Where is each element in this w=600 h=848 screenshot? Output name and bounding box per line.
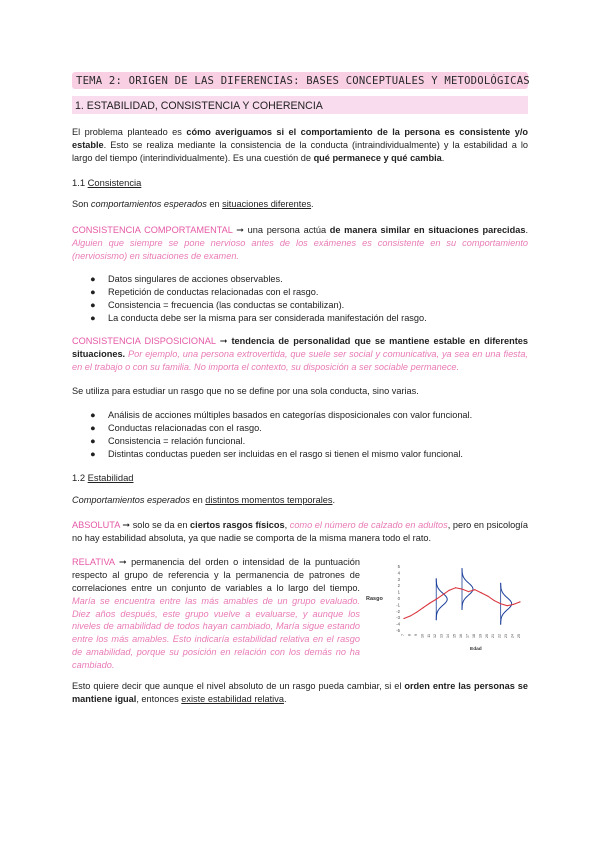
series-point [474,589,475,590]
bullet-icon: ● [90,287,96,297]
absoluta-text: solo se da en [130,520,191,530]
x-tick-label: 25 [517,634,521,638]
x-tick-label: 20 [484,634,489,638]
list-item-text: Distintas conductas pueden ser incluidas en el rasgo si tienen el mismo valor funcional. [108,449,463,459]
definition-italic: comportamientos esperados [90,199,207,209]
series-point [513,604,514,605]
bullet-icon: ● [90,274,96,284]
comportamental-text: una persona actúa [243,225,330,235]
disposicional-bullets [72,409,528,461]
list-item [72,286,528,299]
intro-text: . Esto se realiza mediante la consistencia de la conducta (intraindividualmente) y la estabilidad a lo largo del tiempo (interindividualmente). Es una cuestión de [72,139,528,163]
conclusion-text: Esto quiere decir que aunque el nivel absoluto de un rasgo pueda cambiar, si el [72,681,405,691]
series-point [455,587,456,588]
arrow-icon: ➞ [219,336,228,346]
absoluta-bold: ciertos rasgos físicos [190,520,285,530]
bullet-icon: ● [90,449,96,459]
list-item-text: Conductas relacionadas con el rasgo. [108,423,262,433]
list-item [72,312,528,325]
subheading-estabilidad [72,471,134,484]
y-tick-label: 0 [397,596,400,601]
x-tick-label: 17 [465,634,470,638]
x-tick-label: 15 [452,634,457,638]
list-item [72,273,528,286]
absoluta-text: , pero en psicología no hay estabilidad absoluta, ya que nadie se comporta de la misma manera todo el rato. [72,520,528,543]
list-item-text: Consistencia = relación funcional. [108,436,246,446]
series-point [436,599,437,600]
intro-bold-change: qué permanece y qué cambia [313,152,442,163]
conclusion-paragraph [72,680,528,706]
x-tick-label: 18 [471,634,476,638]
series-point [500,603,501,604]
x-tick-label: 7 [401,634,405,636]
bullet-icon: ● [90,423,96,433]
series-point [403,618,404,619]
disposicional-example: Por ejemplo, una persona extrovertida, que suele ser social y comunicativa, ya sea en una fiesta, en el trabajo o con su familia. No importa el contexto, su disposición a ser sociable permanece. [72,348,528,372]
series-point [442,594,443,595]
series-point [461,588,462,589]
bullet-icon: ● [90,313,96,323]
consistencia-definition [72,198,528,211]
term-comportamental: CONSISTENCIA COMPORTAMENTAL [72,225,233,235]
y-tick-label: -4 [396,621,400,627]
y-tick-label: 3 [397,576,400,582]
x-tick-label: 22 [497,634,502,638]
bullet-icon: ● [90,436,96,446]
list-item-text: Análisis de acciones múltiples basados en categorías disposicionales con valor funcional. [108,410,473,420]
conclusion-bold: orden entre las personas se mantiene igual [72,681,528,704]
x-tick-label: 8 [407,634,412,636]
y-tick-label: 1 [397,589,400,595]
intro-paragraph [72,126,528,165]
disposicional-note: Se utiliza para estudiar un rasgo que no se define por una sola conducta, sino varias. [72,386,419,396]
page-title: TEMA 2: ORIGEN DE LAS DIFERENCIAS: BASES CONCEPTUALES Y METODOLÓGICAS [76,75,530,87]
list-item-text: Repetición de conductas relacionadas con el rasgo. [108,287,319,297]
comportamental-paragraph [72,224,528,263]
absoluta-example: como el número de calzado en adultos [289,520,448,530]
series-point [519,601,520,602]
series-point [507,605,508,606]
series-point [449,590,450,591]
absoluta-text: , [284,520,290,530]
x-tick-label: 23 [504,634,509,638]
definition-italic: Comportamientos esperados [72,495,190,505]
y-axis-label: Rasgo [366,596,383,602]
x-tick-label: 16 [459,634,463,638]
y-tick-label: 4 [397,570,400,576]
list-item [72,435,528,448]
term-relativa: RELATIVA [72,557,115,567]
x-tick-label: 10 [420,634,425,638]
section-heading: 1. ESTABILIDAD, CONSISTENCIA Y COHERENCIA [75,100,323,112]
list-item [72,422,528,435]
series-point [481,592,482,593]
definition-text: en [189,495,206,505]
arrow-icon: ➞ [236,225,244,235]
definition-text: Son [72,199,91,209]
comportamental-bullets [72,273,528,325]
list-item-text: Datos singulares de acciones observables. [108,274,283,284]
y-tick-label: 2 [397,583,400,589]
series-point [494,600,495,601]
term-absoluta: ABSOLUTA [72,520,120,530]
x-tick-label: 21 [491,634,496,638]
subheading-number: 1.2 [72,472,88,483]
x-axis-label: Edad [470,647,482,652]
comportamental-example: Alguien que siempre se pone nervioso antes de los exámenes es consistente en su comportamiento (nerviosismo) en situaciones de examen. [72,237,528,261]
x-tick-label: 19 [478,634,483,638]
series-point [429,603,430,604]
disposicional-paragraph [72,335,528,374]
term-disposicional: CONSISTENCIA DISPOSICIONAL [72,336,216,346]
y-tick-label: 5 [397,564,400,569]
intro-text: . [441,152,445,163]
distribution-curve [436,578,447,620]
conclusion-text: , entonces [136,693,182,704]
chart-svg [362,558,528,654]
distribution-curve [462,568,473,610]
subheading-number: 1.1 [72,177,88,188]
arrow-icon: ➞ [122,520,131,530]
x-tick-label: 11 [426,634,431,638]
relativa-text: permanencia del orden o intensidad de la puntuación respecto al grupo de referencia y la permanencia de patrones de correlaciones entre un conjunto de variables a lo largo del tiempo. [72,557,360,593]
series-point [468,591,469,592]
x-tick-label: 12 [433,634,438,638]
conclusion-text: . [283,693,287,704]
definition-underlined: situaciones diferentes [222,199,312,209]
list-item-text: Consistencia = frecuencia (las conductas se contabilizan). [108,300,345,310]
arrow-icon: ➞ [118,557,127,567]
subheading-consistencia [72,176,141,189]
definition-underlined: distintos momentos temporales [205,495,333,505]
list-item [72,299,528,312]
definition-text: . [311,199,314,209]
list-item-text: La conducta debe ser la misma para ser considerada manifestación del rasgo. [108,313,427,323]
series-point [487,595,488,596]
series-point [416,611,417,612]
list-item [72,448,528,461]
list-item [72,409,528,422]
x-tick-label: 13 [439,634,444,638]
disposicional-bold: tendencia de personalidad que se mantiene estable en diferentes situaciones. [72,336,528,359]
y-tick-label: -5 [396,628,400,633]
relativa-paragraph [72,556,360,672]
series-point [423,607,424,608]
intro-text: El problema planteado es [72,127,187,137]
subheading-word: Estabilidad [87,472,134,483]
definition-text: en [206,199,223,209]
y-tick-label: -3 [396,615,400,621]
relativa-example: María se encuentra entre las más amables de un grupo evaluado. Diez años después, este grupo vuelve a evaluarse, y aunque los niveles de amabilidad de todos hayan cambiado, María sigue estando entre los más amables. Esto indicaría estabilidad relativa en el rasgo de amabilidad, porque su posición en relación con los demás no ha cambiado. [72,595,360,670]
x-tick-label: 14 [446,634,451,638]
bullet-icon: ● [90,300,96,310]
comportamental-bold: de manera similar en situaciones parecidas [329,225,526,235]
x-tick-label: 9 [413,634,418,636]
conclusion-underlined: existe estabilidad relativa [181,693,284,704]
definition-text: . [332,495,336,505]
comportamental-text: . [525,225,528,235]
intro-bold-question: cómo averiguamos si el comportamiento de la persona es consistente y/o estable [72,127,529,150]
y-tick-label: -2 [396,608,400,614]
y-tick-label: -1 [396,602,400,608]
subheading-word: Consistencia [87,177,142,188]
x-tick-label: 24 [510,634,515,638]
series-point [410,615,411,616]
bullet-icon: ● [90,410,96,420]
stability-chart [362,558,528,654]
estabilidad-definition [72,494,528,507]
absoluta-paragraph [72,519,528,545]
